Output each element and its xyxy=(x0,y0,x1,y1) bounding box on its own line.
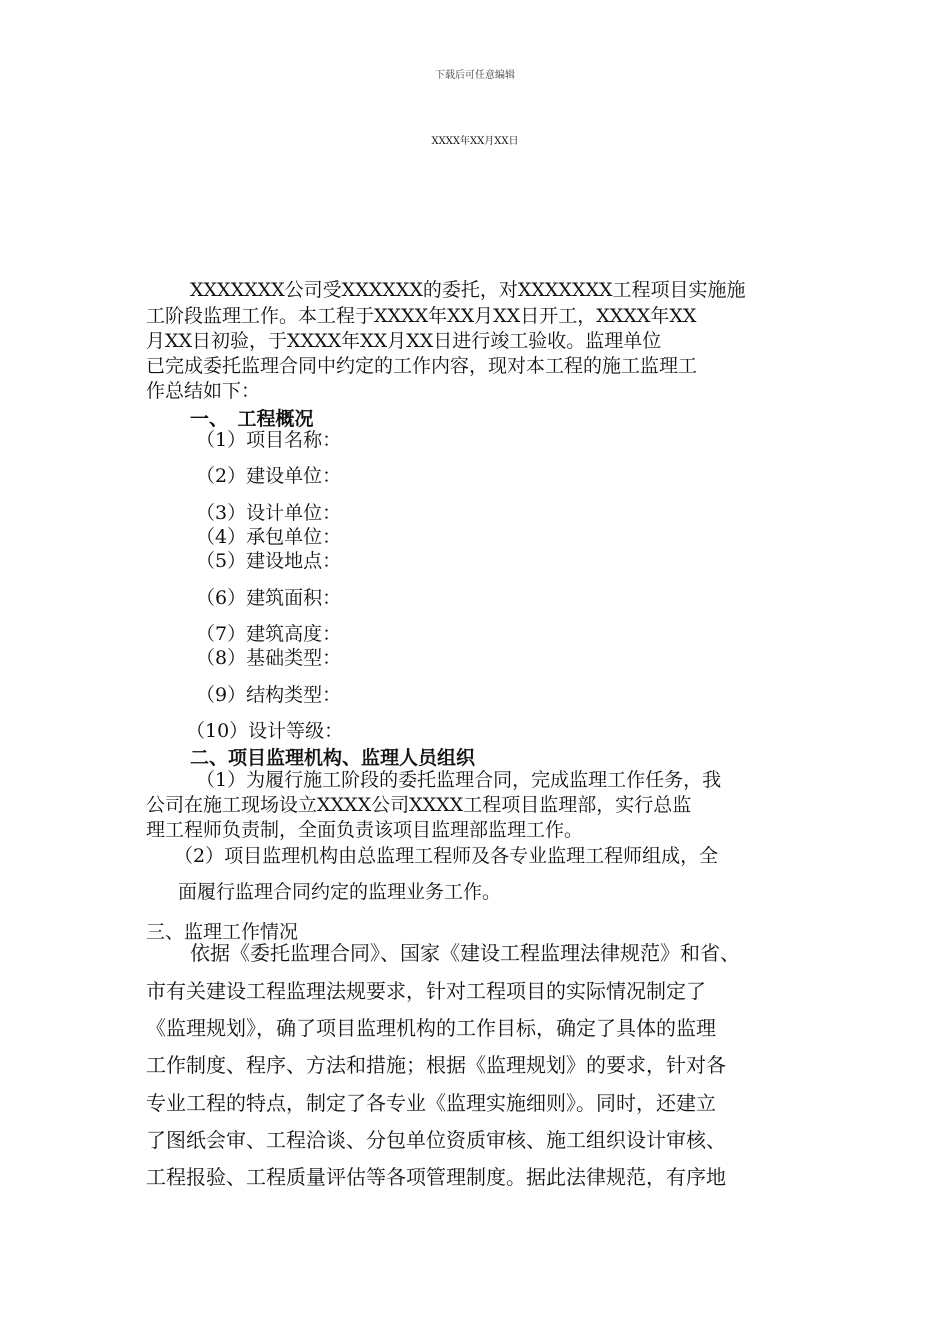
section2-p2-line-1: （2）项目监理机构由总监理工程师及各专业监理工程师组成，全 xyxy=(174,845,719,867)
section3-heading: 三、监理工作情况 xyxy=(146,921,299,943)
section1-item-4: （4）承包单位： xyxy=(196,526,342,548)
section1-item-9: （9）结构类型： xyxy=(196,684,342,706)
section2-p2-line-2: 面履行监理合同约定的监理业务工作。 xyxy=(178,881,502,903)
intro-line-3: 月XX日初验，于XXXX年XX月XX日进行竣工验收。监理单位 xyxy=(146,330,662,352)
section3-line-4: 工作制度、程序、方法和措施；根据《监理规划》的要求，针对各 xyxy=(146,1053,726,1077)
intro-line-1: XXXXXXX公司受XXXXXX的委托，对XXXXXXX工程项目实施施 xyxy=(190,279,746,301)
section3-line-7: 工程报验、工程质量评估等各项管理制度。据此法律规范，有序地 xyxy=(146,1165,726,1189)
section1-item-6: （6）建筑面积： xyxy=(196,587,342,609)
date-title: XXXX年XX月XX日 xyxy=(431,136,519,147)
intro-line-4: 已完成委托监理合同中约定的工作内容，现对本工程的施工监理工 xyxy=(146,355,698,377)
section3-line-1: 依据《委托监理合同》、国家《建设工程监理法律规范》和省、 xyxy=(190,941,740,965)
section3-line-5: 专业工程的特点，制定了各专业《监理实施细则》。同时，还建立 xyxy=(146,1091,716,1115)
section2-p1-line-3: 理工程师负责制，全面负责该项目监理部监理工作。 xyxy=(146,819,584,841)
section2-p1-line-2: 公司在施工现场设立XXXX公司XXXX工程项目监理部，实行总监 xyxy=(146,794,692,816)
section1-item-5: （5）建设地点： xyxy=(196,550,342,572)
section1-item-1: （1）项目名称： xyxy=(196,429,342,451)
intro-line-2: 工阶段监理工作。本工程于XXXX年XX月XX日开工，XXXX年XX xyxy=(146,305,697,327)
section3-line-2: 市有关建设工程监理法规要求，针对工程项目的实际情况制定了 xyxy=(146,979,706,1003)
section2-p1-line-1: （1）为履行施工阶段的委托监理合同，完成监理工作任务，我 xyxy=(196,769,722,791)
intro-line-5: 作总结如下： xyxy=(146,380,261,402)
header-note: 下载后可任意编辑 xyxy=(435,70,515,81)
section2-heading: 二、项目监理机构、监理人员组织 xyxy=(190,747,476,769)
section1-item-3: （3）设计单位： xyxy=(196,502,342,524)
section3-line-3: 《监理规划》，确了项目监理机构的工作目标，确定了具体的监理 xyxy=(146,1016,716,1040)
section1-item-10: （10）设计等级： xyxy=(186,720,344,742)
section1-item-8: （8）基础类型： xyxy=(196,647,342,669)
section1-heading: 一、 工程概况 xyxy=(190,408,314,430)
section1-item-2: （2）建设单位： xyxy=(196,465,342,487)
section1-item-7: （7）建筑高度： xyxy=(196,623,342,645)
section3-line-6: 了图纸会审、工程洽谈、分包单位资质审核、施工组织设计审核、 xyxy=(146,1128,726,1152)
